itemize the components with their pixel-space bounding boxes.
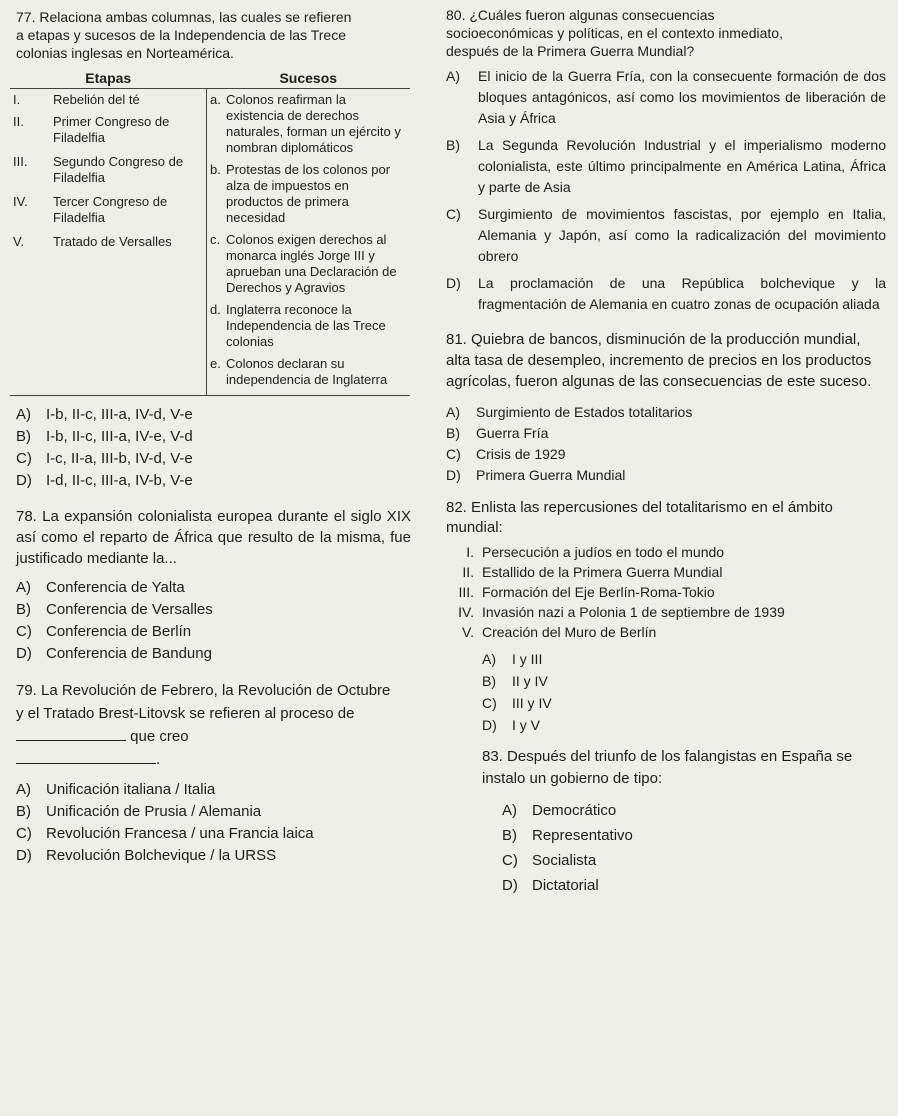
option-a[interactable]: A) I y III [482, 651, 543, 667]
question-80 [446, 6, 886, 315]
option-d[interactable]: D) Revolución Bolchevique / la URSS [16, 847, 277, 864]
etapa-item: II. Primer Congreso de Filadelfia [13, 114, 170, 145]
suceso-item: a. Colonos reafirman la existencia de derechos naturales, forman un ejército y nombran diplomáticos [210, 92, 401, 155]
option-b[interactable]: B) Conferencia de Versalles [16, 601, 213, 618]
etapa-item: I. Rebelión del té [13, 92, 140, 107]
option-c[interactable]: C) Conferencia de Berlín [16, 623, 192, 640]
option-d[interactable]: D) Primera Guerra Mundial [446, 467, 626, 483]
matching-table [10, 68, 410, 396]
question-77-stem: 77. Relaciona ambas columnas, las cuales se refieren a etapas y sucesos de la Independencia de las Trece colonias inglesas en Norteamérica. [16, 9, 352, 61]
question-78-stem: 78. La expansión colonialista europea durante el siglo XIX así como el reparto de África que resulto de la misma, fue justificado mediante la... [16, 508, 411, 567]
option-c[interactable]: C) Revolución Francesa / una Francia laica [16, 825, 314, 842]
question-82-stem: 82. Enlista las repercusiones del totalitarismo en el ámbito mundial: [446, 499, 833, 536]
answer-blank[interactable] [16, 728, 126, 741]
option-b[interactable]: B) II y IV [482, 673, 548, 689]
question-77 [13, 8, 411, 492]
question-82-items [446, 542, 886, 642]
question-83-options [502, 798, 886, 898]
etapas-column [10, 89, 207, 396]
question-82-options [482, 648, 886, 736]
question-80-options [446, 66, 886, 315]
question-81-stem: 81. Quiebra de bancos, disminución de la producción mundial, alta tasa de desempleo, incremento de precios en los productos agrícolas, fueron algunas de las consecuencias de este suceso. [446, 331, 872, 390]
option-a[interactable]: A) El inicio de la Guerra Fría, con la consecuente formación de dos bloques antagónicos, así como los movimientos de liberación de Asia y África [446, 68, 886, 126]
etapa-item: V. Tratado de Versalles [13, 234, 172, 249]
option-c[interactable]: C) I-c, II-a, III-b, IV-d, V-e [16, 450, 193, 467]
header-etapas: Etapas [10, 68, 207, 89]
list-item: V. Creación del Muro de Berlín [462, 624, 657, 640]
question-78-options [16, 577, 411, 665]
option-a[interactable]: A) I-b, II-c, III-a, IV-d, V-e [16, 406, 193, 423]
option-c[interactable]: C) III y IV [482, 695, 552, 711]
list-item: I. Persecución a judíos en todo el mundo [466, 544, 725, 560]
question-80-stem: 80. ¿Cuáles fueron algunas consecuencias socioeconómicas y políticas, en el contexto inmediato, después de la Primera Guerra Mundial? [446, 7, 783, 59]
option-b[interactable]: B) Representativo [502, 827, 633, 844]
list-item: IV. Invasión nazi a Polonia 1 de septiembre de 1939 [458, 604, 785, 620]
option-c[interactable]: C) Surgimiento de movimientos fascistas, por ejemplo en Italia, Alemania y Japón, así como la radicalización del movimiento obrero [446, 206, 886, 264]
option-a[interactable]: A) Unificación italiana / Italia [16, 781, 216, 798]
header-sucesos: Sucesos [207, 68, 411, 89]
answer-blank[interactable] [16, 751, 156, 764]
question-78 [16, 506, 411, 665]
question-83 [446, 746, 886, 898]
option-d[interactable]: D) I y V [482, 717, 541, 733]
list-item: II. Estallido de la Primera Guerra Mundial [462, 564, 723, 580]
sucesos-column [207, 89, 411, 396]
suceso-item: e. Colonos declaran su independencia de Inglaterra [210, 356, 388, 387]
question-77-options [16, 404, 411, 492]
option-b[interactable]: B) I-b, II-c, III-a, IV-e, V-d [16, 428, 193, 445]
option-a[interactable]: A) Democrático [502, 802, 617, 819]
question-79-stem: 79. La Revolución de Febrero, la Revolución de Octubre y el Tratado Brest-Litovsk se refieren al proceso de que creo . [16, 682, 391, 768]
question-81 [446, 329, 886, 486]
option-d[interactable]: D) I-d, II-c, III-a, IV-b, V-e [16, 472, 193, 489]
suceso-item: b. Protestas de los colonos por alza de impuestos en productos de primera necesidad [210, 162, 391, 225]
question-82 [446, 498, 886, 736]
option-a[interactable]: A) Conferencia de Yalta [16, 579, 185, 596]
option-c[interactable]: C) Crisis de 1929 [446, 446, 566, 462]
option-b[interactable]: B) Guerra Fría [446, 425, 549, 441]
etapa-item: III. Segundo Congreso de Filadelfia [13, 154, 184, 185]
question-83-stem: 83. Después del triunfo de los falangistas en España se instalo un gobierno de tipo: [482, 748, 853, 787]
question-79-options [16, 779, 411, 867]
list-item: III. Formación del Eje Berlín-Roma-Tokio [458, 584, 715, 600]
option-c[interactable]: C) Socialista [502, 852, 597, 869]
option-a[interactable]: A) Surgimiento de Estados totalitarios [446, 404, 693, 420]
suceso-item: d. Inglaterra reconoce la Independencia de las Trece colonias [210, 302, 386, 349]
option-d[interactable]: D) Conferencia de Bandung [16, 645, 212, 662]
question-81-options [446, 402, 886, 486]
left-column [13, 8, 411, 867]
option-b[interactable]: B) Unificación de Prusia / Alemania [16, 803, 262, 820]
suceso-item: c. Colonos exigen derechos al monarca inglés Jorge III y aprueban una Declaración de Derechos y Agravios [210, 232, 397, 295]
right-column [446, 6, 886, 898]
option-d[interactable]: D) Dictatorial [502, 877, 599, 894]
option-d[interactable]: D) La proclamación de una República bolchevique y la fragmentación de Alemania en cuatro zonas de ocupación aliada [446, 275, 886, 312]
option-b[interactable]: B) La Segunda Revolución Industrial y el imperialismo moderno colonialista, este último principalmente en América Latina, África y parte de Asia [446, 137, 886, 195]
etapa-item: IV. Tercer Congreso de Filadelfia [13, 194, 168, 225]
question-79 [16, 679, 411, 867]
